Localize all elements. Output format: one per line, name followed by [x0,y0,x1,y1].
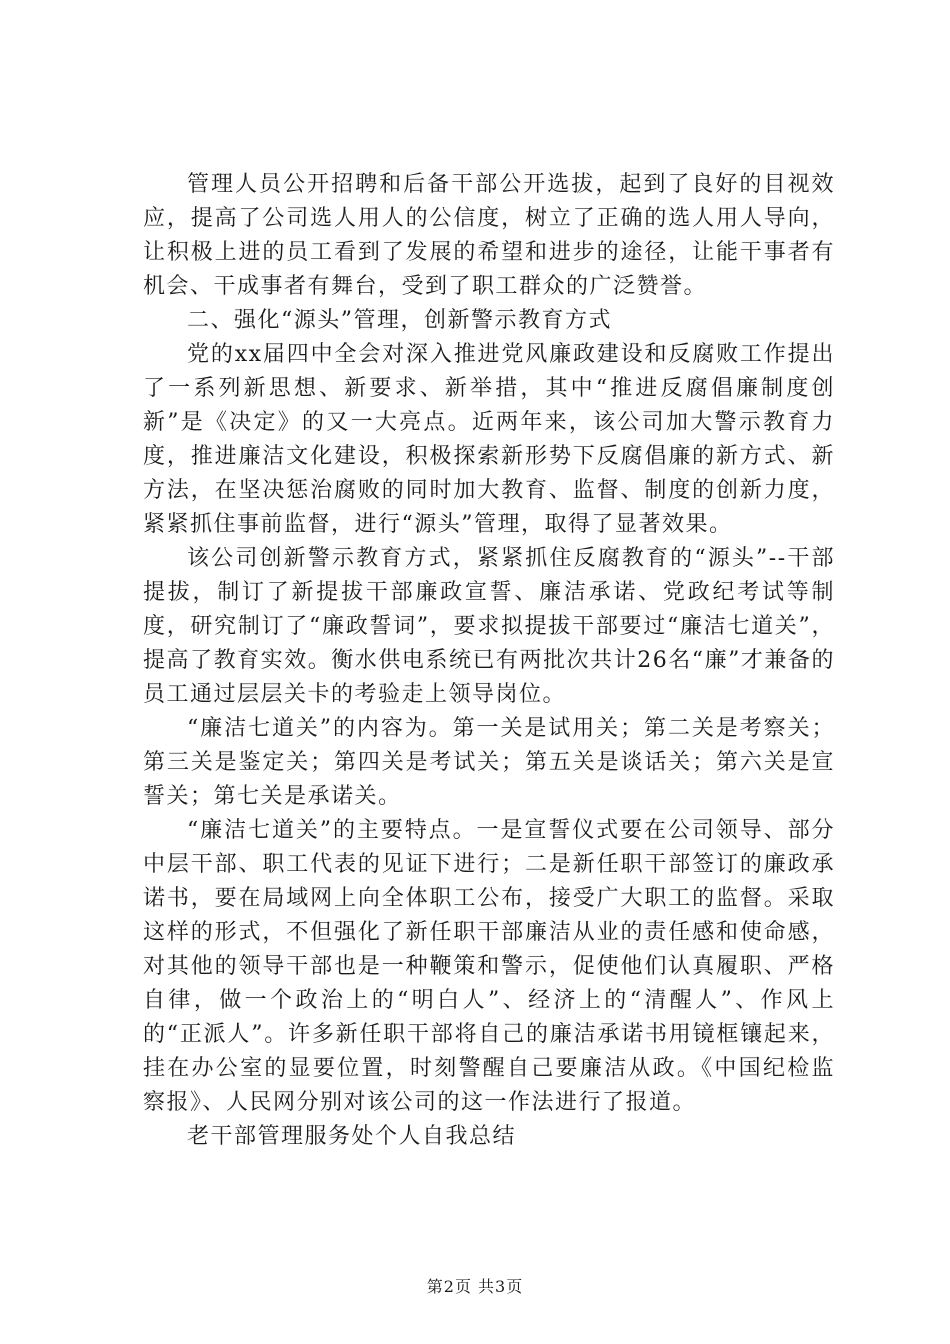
paragraph-4: “廉洁七道关”的内容为。第一关是试用关；第二关是考察关；第三关是鉴定关；第四关是考试关；第五关是谈话关；第六关是宣誓关；第七关是承诺关。 [143,716,835,809]
section-heading: 二、强化“源头”管理，创新警示教育方式 [187,308,612,333]
paragraph-5: “廉洁七道关”的主要特点。一是宣誓仪式要在公司领导、部分中层干部、职工代表的见证下进行；二是新任职干部签订的廉政承诺书，要在局域网上向全体职工公布，接受广大职工的监督。采取这样的形式，不但强化了新任职干部廉洁从业的责任感和使命感，对其他的领导干部也是一种鞭策和警示，促使他们认真履职、严格自律，做一个政治上的“明白人”、经济上的“清醒人”、作风上的“正派人”。许多新任职干部将自己的廉洁承诺书用镜框镶起来，挂在办公室的显要位置，时刻警醒自己要廉洁从政。《中国纪检监察报》、人民网分别对该公司的这一作法进行了报道。 [143,818,835,1115]
paragraph-1: 管理人员公开招聘和后备干部公开选拔，起到了良好的目视效应，提高了公司选人用人的公信度，树立了正确的选人用人导向，让积极上进的员工看到了发展的希望和进步的途径，让能干事者有机会、干成事者有舞台，受到了职工群众的广泛赞誉。 [143,172,835,299]
paragraph-3: 该公司创新警示教育方式，紧紧抓住反腐教育的“源头”--干部提拔，制订了新提拔干部廉政宣誓、廉洁承诺、党政纪考试等制度，研究制订了“廉政誓词”，要求拟提拔干部要过“廉洁七道关”，提高了教育实效。衡水供电系统已有两批次共计26名“廉”才兼备的员工通过层层关卡的考验走上领导岗位。 [143,546,835,707]
closing-title: 老干部管理服务处个人自我总结 [187,1124,517,1149]
document-body [143,168,835,1154]
page-number-footer: 第2页 共3页 [426,1277,524,1296]
paragraph-2: 党的xx届四中全会对深入推进党风廉政建设和反腐败工作提出了一系列新思想、新要求、新举措，其中“推进反腐倡廉制度创新”是《决定》的又一大亮点。近两年来，该公司加大警示教育力度，推进廉洁文化建设，积极探索新形势下反腐倡廉的新方式、新方法，在坚决惩治腐败的同时加大教育、监督、制度的创新力度，紧紧抓住事前监督，进行“源头”管理，取得了显著效果。 [143,342,835,537]
